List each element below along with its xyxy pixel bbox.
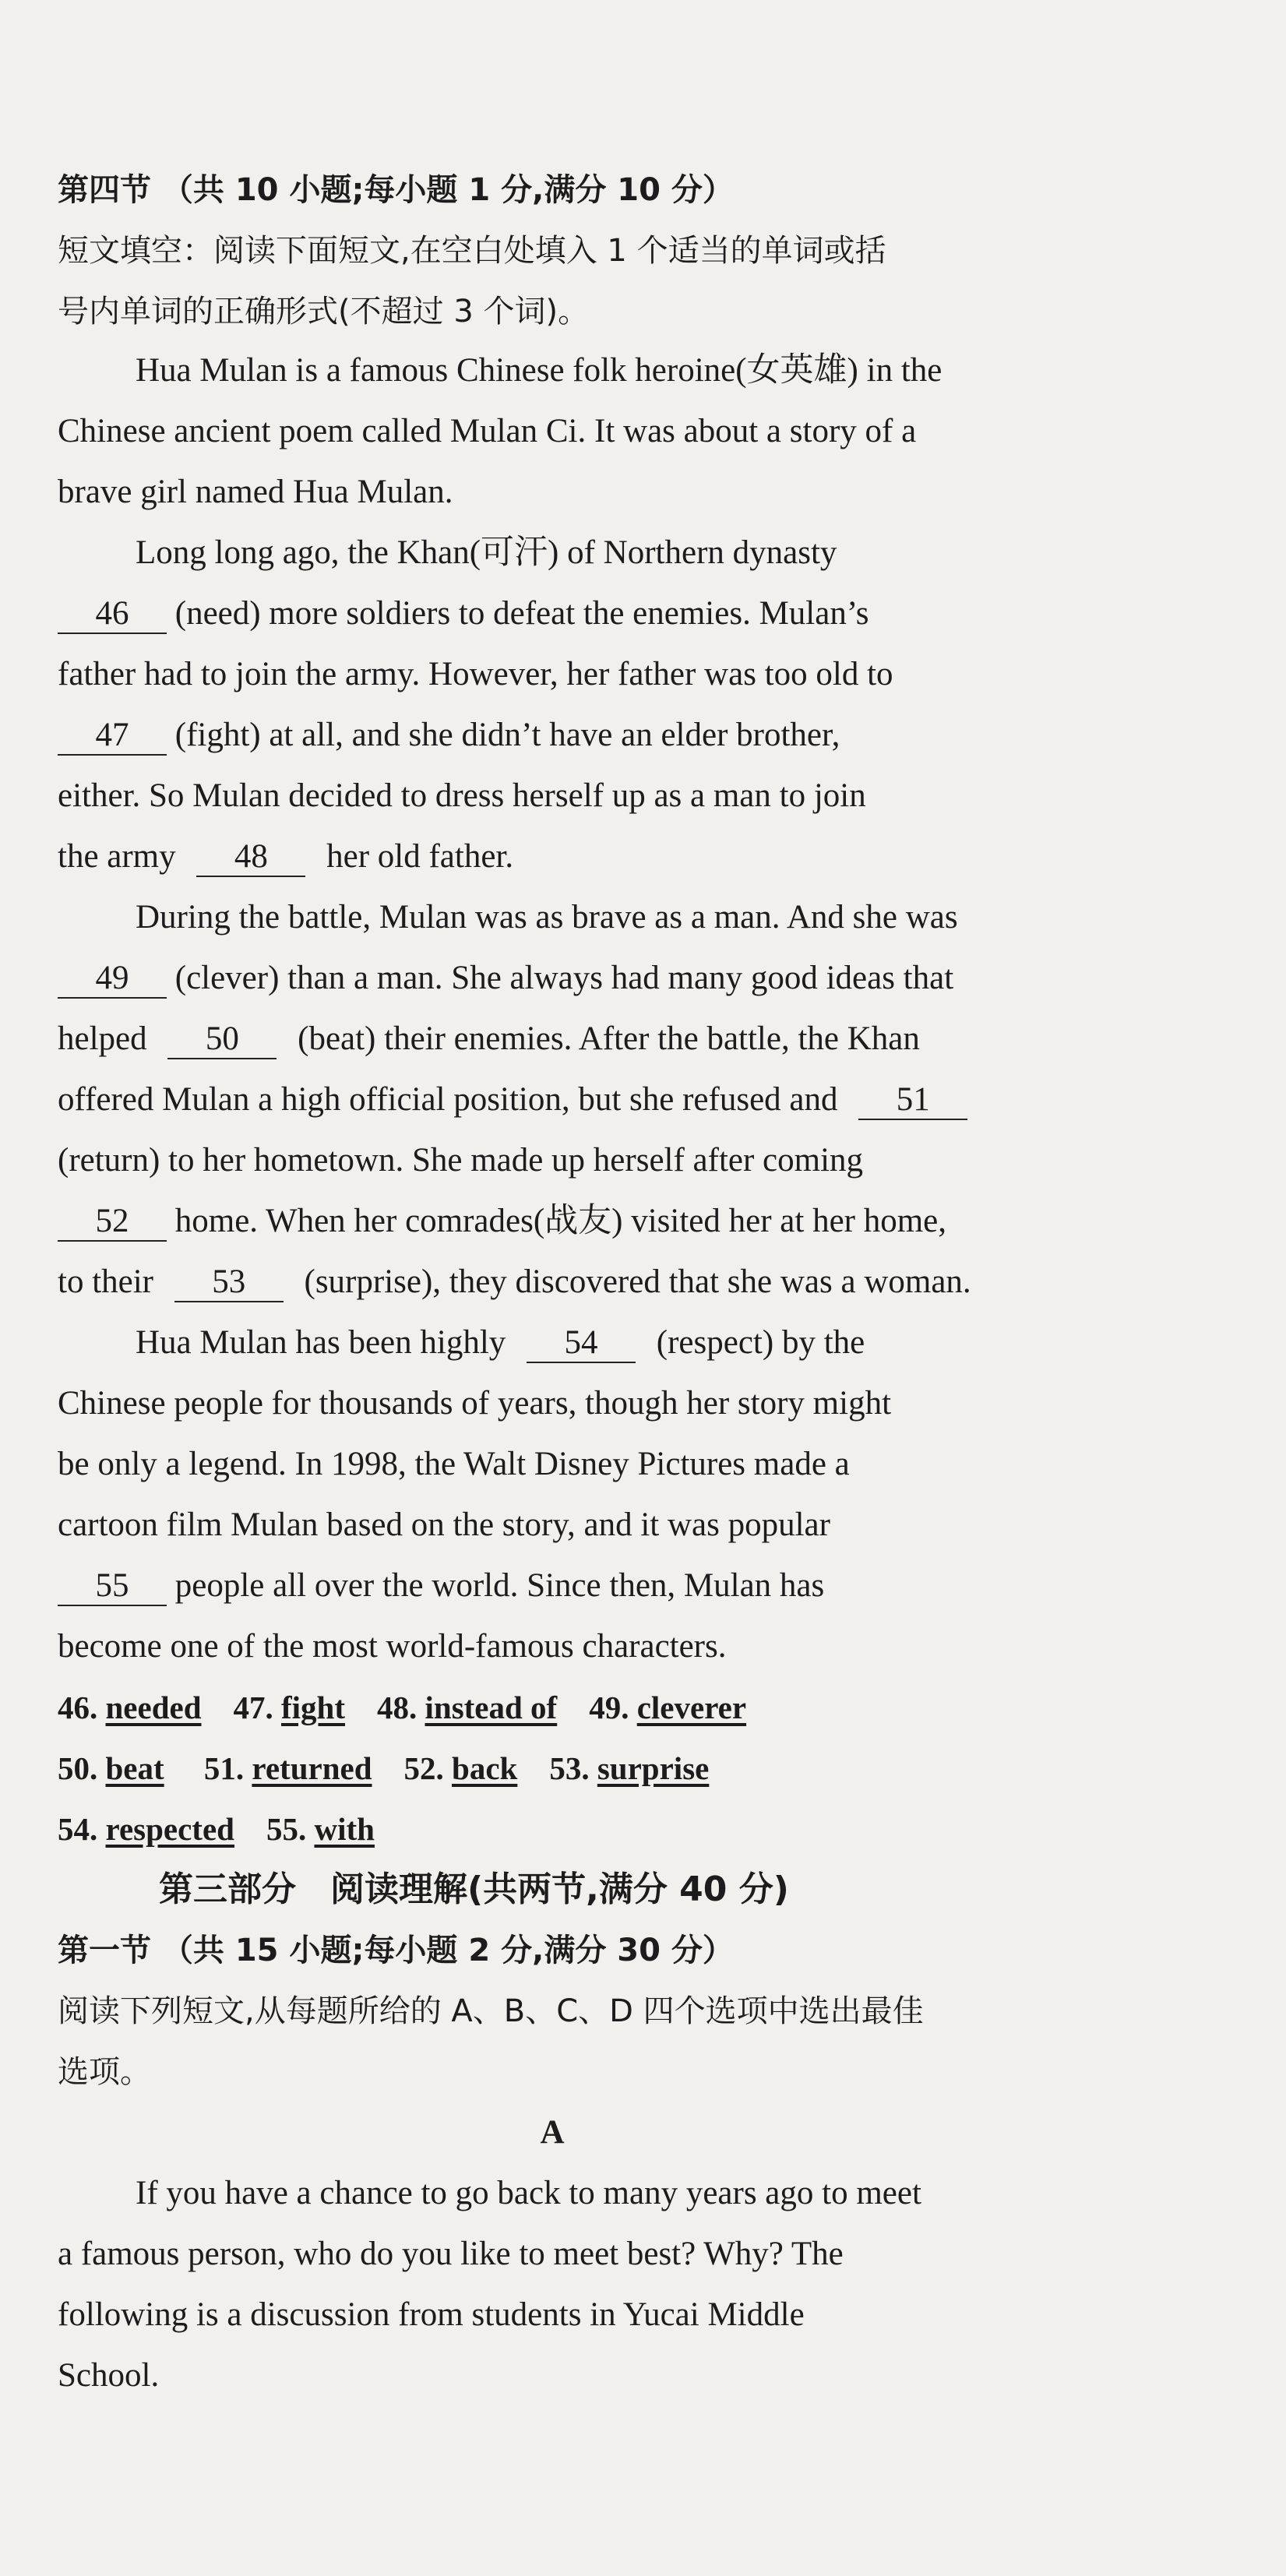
- passage-line: a famous person, who do you like to meet best? Why? The: [58, 2236, 844, 2272]
- answer-54: respected: [105, 1811, 234, 1847]
- passage-line: [58, 955, 1047, 1002]
- section-instruction: 号内单词的正确形式(不超过 3 个词)。: [58, 294, 590, 329]
- passage-text: (need) more soldiers to defeat the enemies. Mulan’s: [174, 595, 869, 632]
- passage-line: father had to join the army. However, her father was too old to: [58, 656, 893, 692]
- answer-line: [58, 1684, 1047, 1731]
- section-title: 第四节 （共 10 小题;每小题 1 分,满分 10 分）: [58, 172, 734, 208]
- answer-number: 54.: [58, 1811, 98, 1847]
- answer-number: 49.: [589, 1690, 629, 1725]
- blank-47[interactable]: 47: [58, 717, 167, 756]
- answer-52: back: [452, 1750, 518, 1786]
- passage-line: Chinese ancient poem called Mulan Ci. It was about a story of a: [58, 413, 917, 449]
- passage-line: brave girl named Hua Mulan.: [58, 474, 453, 510]
- answer-48: instead of: [425, 1690, 558, 1725]
- answer-line: [58, 1745, 1047, 1792]
- passage-text: helped: [58, 1020, 147, 1057]
- passage-line: either. So Mulan decided to dress herself up as a man to join: [58, 777, 866, 814]
- answer-53: surprise: [597, 1750, 710, 1786]
- answer-49: cleverer: [636, 1690, 747, 1725]
- passage-line: (return) to her hometown. She made up herself after coming: [58, 1142, 864, 1179]
- blank-51[interactable]: 51: [858, 1081, 967, 1120]
- answer-50: beat: [105, 1750, 164, 1786]
- answer-51: returned: [252, 1750, 372, 1786]
- answer-46: needed: [105, 1690, 202, 1725]
- passage-line: [58, 1198, 1047, 1245]
- passage-line: [58, 1077, 1047, 1123]
- passage-line: Hua Mulan is a famous Chinese folk heroine(女英雄) in the: [136, 352, 942, 389]
- passage-line: cartoon film Mulan based on the story, and it was popular: [58, 1506, 830, 1543]
- blank-46[interactable]: 46: [58, 595, 167, 634]
- answer-number: 47.: [233, 1690, 273, 1725]
- passage-line: [58, 1320, 1047, 1366]
- blank-50[interactable]: 50: [167, 1020, 277, 1059]
- answer-number: 55.: [266, 1811, 307, 1847]
- passage-line: Long long ago, the Khan(可汗) of Northern dynasty: [136, 534, 837, 571]
- passage-text: (respect) by the: [656, 1324, 865, 1361]
- section-instruction: 阅读下列短文,从每题所给的 A、B、C、D 四个选项中选出最佳: [58, 1993, 924, 2029]
- answer-47: fight: [281, 1690, 345, 1725]
- passage-line: [58, 1259, 1047, 1306]
- passage-line: [58, 1016, 1047, 1062]
- answer-number: 48.: [377, 1690, 418, 1725]
- answer-number: 51.: [203, 1750, 245, 1786]
- passage-line: [58, 590, 1047, 637]
- part-title: 第三部分 阅读理解(共两节,满分 40 分): [159, 1869, 789, 1909]
- passage-text: her old father.: [326, 838, 514, 875]
- blank-48[interactable]: 48: [196, 838, 305, 877]
- passage-line: [58, 1563, 1047, 1609]
- passage-line: following is a discussion from students in Yucai Middle: [58, 2296, 805, 2333]
- passage-text: (beat) their enemies. After the battle, the Khan: [298, 1020, 920, 1057]
- passage-line: During the battle, Mulan was as brave as a man. And she was: [136, 899, 958, 936]
- passage-line: If you have a chance to go back to many years ago to meet: [136, 2175, 921, 2211]
- blank-49[interactable]: 49: [58, 960, 167, 999]
- passage-line: Chinese people for thousands of years, though her story might: [58, 1385, 892, 1422]
- passage-line: be only a legend. In 1998, the Walt Disney Pictures made a: [58, 1446, 850, 1482]
- passage-text: (surprise), they discovered that she was a woman.: [304, 1263, 971, 1300]
- answer-number: 50.: [58, 1750, 98, 1786]
- passage-line: [58, 833, 1047, 880]
- passage-line: become one of the most world-famous characters.: [58, 1628, 727, 1665]
- answer-number: 53.: [549, 1750, 590, 1786]
- answer-number: 52.: [403, 1750, 444, 1786]
- blank-52[interactable]: 52: [58, 1203, 167, 1242]
- blank-54[interactable]: 54: [527, 1324, 636, 1363]
- passage-text: people all over the world. Since then, Mulan has: [174, 1567, 825, 1604]
- answer-number: 46.: [58, 1690, 98, 1725]
- passage-text: offered Mulan a high official position, but she refused and: [58, 1081, 838, 1118]
- passage-text: home. When her comrades(战友) visited her at her home,: [174, 1203, 947, 1239]
- section-instruction: 短文填空：阅读下面短文,在空白处填入 1 个适当的单词或括: [58, 233, 886, 269]
- passage-text: to their: [58, 1263, 153, 1300]
- passage-text: Hua Mulan has been highly: [136, 1324, 506, 1361]
- section-title: 第一节 （共 15 小题;每小题 2 分,满分 30 分）: [58, 1933, 734, 1968]
- passage-text: (clever) than a man. She always had many good ideas that: [174, 960, 954, 996]
- passage-text: (fight) at all, and she didn’t have an elder brother,: [174, 717, 840, 753]
- passage-line: [58, 712, 1047, 759]
- section-instruction: 选项。: [58, 2054, 151, 2090]
- answer-line: [58, 1806, 1047, 1852]
- blank-53[interactable]: 53: [174, 1263, 284, 1302]
- passage-letter: A: [540, 2114, 565, 2151]
- passage-line: School.: [58, 2357, 160, 2394]
- answer-55: with: [314, 1811, 375, 1847]
- passage-text: the army: [58, 838, 176, 875]
- blank-55[interactable]: 55: [58, 1567, 167, 1606]
